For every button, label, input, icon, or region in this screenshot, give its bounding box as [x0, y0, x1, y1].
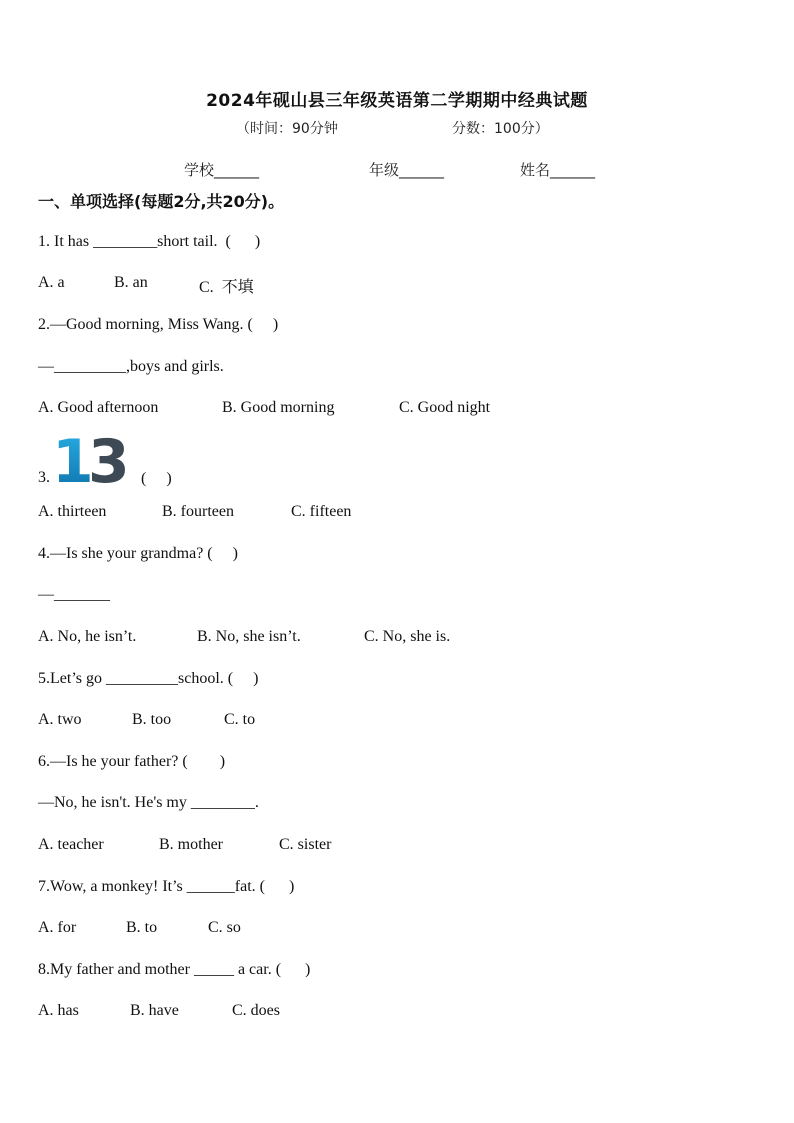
- question-1-stem: 1. It has ________short tail. ( ): [38, 233, 261, 250]
- exam-time: （时间：90分钟: [236, 121, 338, 137]
- question-5-option-c[interactable]: C. to: [224, 711, 256, 728]
- digit-one: 1: [52, 428, 94, 486]
- question-4-option-b[interactable]: B. No, she isn’t.: [197, 628, 301, 645]
- question-7-option-a[interactable]: A. for: [38, 919, 77, 936]
- question-4-stem: 4.—Is she your grandma? ( ): [38, 545, 238, 562]
- grade-field[interactable]: 年级______: [369, 161, 445, 179]
- question-5-option-b[interactable]: B. too: [132, 711, 172, 728]
- question-4-option-a[interactable]: A. No, he isn’t.: [38, 628, 137, 645]
- question-2-answer-line: —_________,boys and girls.: [38, 358, 224, 375]
- question-1-option-c[interactable]: C. 不填: [199, 279, 254, 296]
- question-6-option-b[interactable]: B. mother: [159, 836, 223, 853]
- question-3-answer-bracket: ( ): [141, 470, 172, 487]
- number-13-picture: [50, 428, 136, 486]
- question-5-stem: 5.Let’s go _________school. ( ): [38, 670, 259, 687]
- question-6-option-a[interactable]: A. teacher: [38, 836, 104, 853]
- section-heading: 一、单项选择(每题2分,共20分)。: [38, 192, 285, 211]
- school-field[interactable]: 学校______: [184, 161, 260, 179]
- question-1-option-b[interactable]: B. an: [114, 274, 148, 291]
- question-2-option-c[interactable]: C. Good night: [399, 399, 491, 416]
- question-2-option-a[interactable]: A. Good afternoon: [38, 399, 159, 416]
- question-3-option-c[interactable]: C. fifteen: [291, 503, 352, 520]
- question-6-answer-line: —No, he isn't. He's my ________.: [38, 794, 259, 811]
- question-1-option-a[interactable]: A. a: [38, 274, 65, 291]
- question-8-stem: 8.My father and mother _____ a car. ( ): [38, 961, 311, 978]
- question-3-option-b[interactable]: B. fourteen: [162, 503, 234, 520]
- question-7-option-c[interactable]: C. so: [208, 919, 241, 936]
- exam-title: 2024年砚山县三年级英语第二学期期中经典试题: [206, 91, 588, 111]
- question-7-stem: 7.Wow, a monkey! It’s ______fat. ( ): [38, 878, 295, 895]
- question-6-option-c[interactable]: C. sister: [279, 836, 332, 853]
- question-8-option-c[interactable]: C. does: [232, 1002, 280, 1019]
- question-3-number: 3.: [38, 469, 50, 486]
- question-4-answer-line: —_______: [38, 586, 110, 603]
- exam-total-score: 分数：100分）: [452, 121, 549, 137]
- digit-three: 3: [88, 428, 130, 486]
- question-5-option-a[interactable]: A. two: [38, 711, 82, 728]
- question-2-stem: 2.—Good morning, Miss Wang. ( ): [38, 316, 279, 333]
- question-7-option-b[interactable]: B. to: [126, 919, 158, 936]
- question-6-stem: 6.—Is he your father? ( ): [38, 753, 226, 770]
- question-2-option-b[interactable]: B. Good morning: [222, 399, 335, 416]
- name-field[interactable]: 姓名______: [520, 161, 596, 179]
- question-8-option-b[interactable]: B. have: [130, 1002, 179, 1019]
- question-3-option-a[interactable]: A. thirteen: [38, 503, 107, 520]
- question-4-option-c[interactable]: C. No, she is.: [364, 628, 451, 645]
- question-8-option-a[interactable]: A. has: [38, 1002, 79, 1019]
